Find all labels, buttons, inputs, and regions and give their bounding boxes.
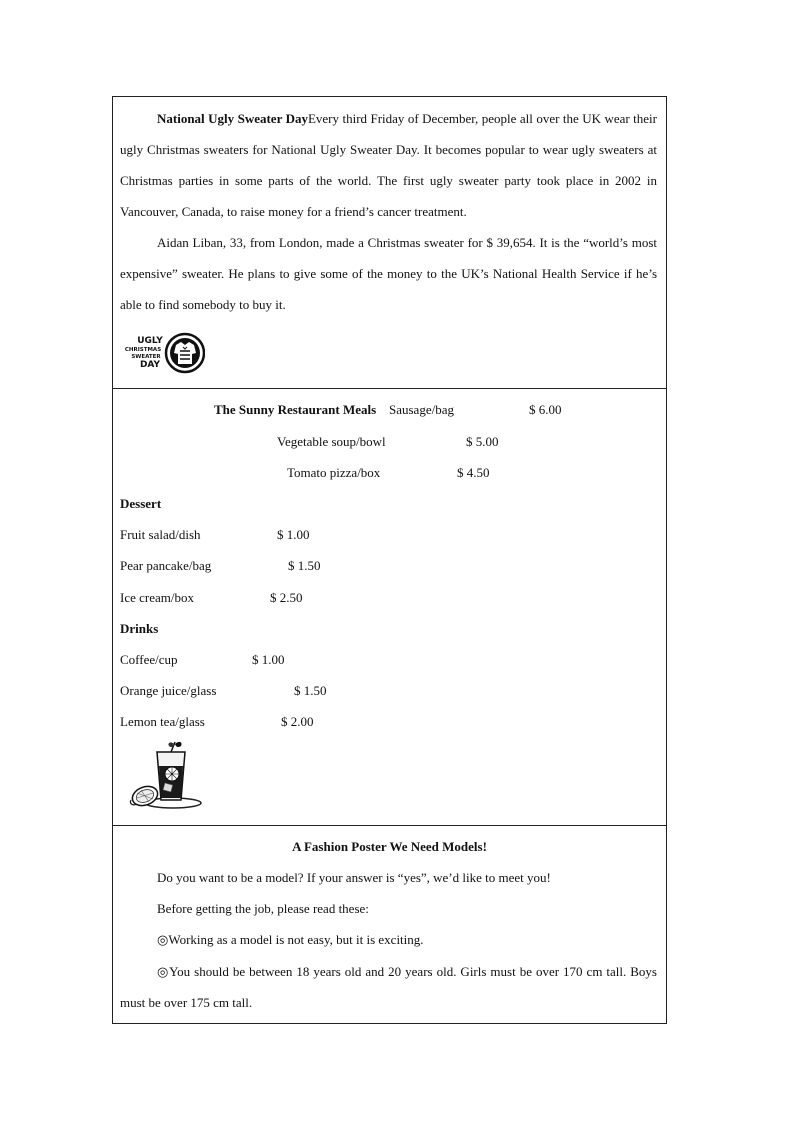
logo-day-text: DAY [139, 360, 161, 370]
menu-item: Orange juice/glass [120, 683, 217, 698]
menu-price: $ 2.00 [281, 714, 314, 729]
menu-item: Fruit salad/dish [120, 527, 201, 542]
menu-price: $ 1.00 [277, 527, 310, 542]
menu-item: Vegetable soup/bowl [277, 434, 386, 449]
menu-price: $ 5.00 [466, 434, 499, 449]
dessert-heading: Dessert [120, 496, 162, 511]
menu-item: Coffee/cup [120, 652, 178, 667]
logo-ugly-text: UGLY [137, 336, 163, 346]
menu-item: Pear pancake/bag [120, 558, 212, 573]
logo-sweater-text: SWEATER [131, 354, 161, 360]
menu-price: $ 6.00 [529, 402, 562, 417]
poster-line-1: Do you want to be a model? If your answer is “yes”, we’d like to meet you! [157, 870, 551, 885]
menu-title: The Sunny Restaurant Meals [214, 402, 377, 417]
sweater-paragraph-2: Aidan Liban, 33, from London, made a Christmas sweater for $ 39,654. It is the “world’s most expensive” sweater. He plans to give some of the money to the UK’s National Health Service if he’s able to find somebody to buy it. [120, 235, 657, 312]
menu-price: $ 2.50 [270, 590, 303, 605]
menu-price: $ 1.50 [294, 683, 327, 698]
iced-drink-image [123, 740, 203, 810]
document-table [112, 96, 667, 1024]
drinks-heading: Drinks [120, 621, 159, 636]
menu-price: $ 4.50 [457, 465, 490, 480]
menu-item: Tomato pizza/box [287, 465, 381, 480]
sweater-emblem-icon [166, 334, 204, 372]
menu-item: Lemon tea/glass [120, 714, 205, 729]
menu-section [113, 389, 666, 826]
poster-section [113, 826, 666, 1023]
menu-item: Ice cream/box [120, 590, 194, 605]
menu-price: $ 1.50 [288, 558, 321, 573]
sweater-paragraph-1 [120, 103, 657, 227]
sweater-title: National Ugly Sweater Day [157, 111, 308, 126]
iced-drink-icon [123, 740, 203, 810]
menu-item: Sausage/bag [389, 402, 454, 417]
ugly-sweater-logo [121, 331, 205, 375]
poster-title: A Fashion Poster We Need Models! [292, 839, 487, 854]
menu-price: $ 1.00 [252, 652, 285, 667]
logo-christmas-text: CHRISTMAS [124, 347, 162, 353]
sweater-section [113, 97, 666, 389]
poster-line-2: Before getting the job, please read these: [157, 901, 369, 916]
poster-line-3: ◎Working as a model is not easy, but it is exciting. [157, 932, 424, 947]
sweater-paragraph-1-text: Every third Friday of December, people all over the UK wear their ugly Christmas sweaters for National Ugly Sweater Day. It becomes popular to wear ugly sweaters at Christmas parties in some parts of the world. The first ugly sweater party took place in 2002 in Vancouver, Canada, to raise money for a friend’s cancer treatment. [120, 111, 657, 219]
poster-line-4: ◎You should be between 18 years old and 20 years old. Girls must be over 170 cm tall. Boys must be over 175 cm tall. [120, 964, 657, 1010]
